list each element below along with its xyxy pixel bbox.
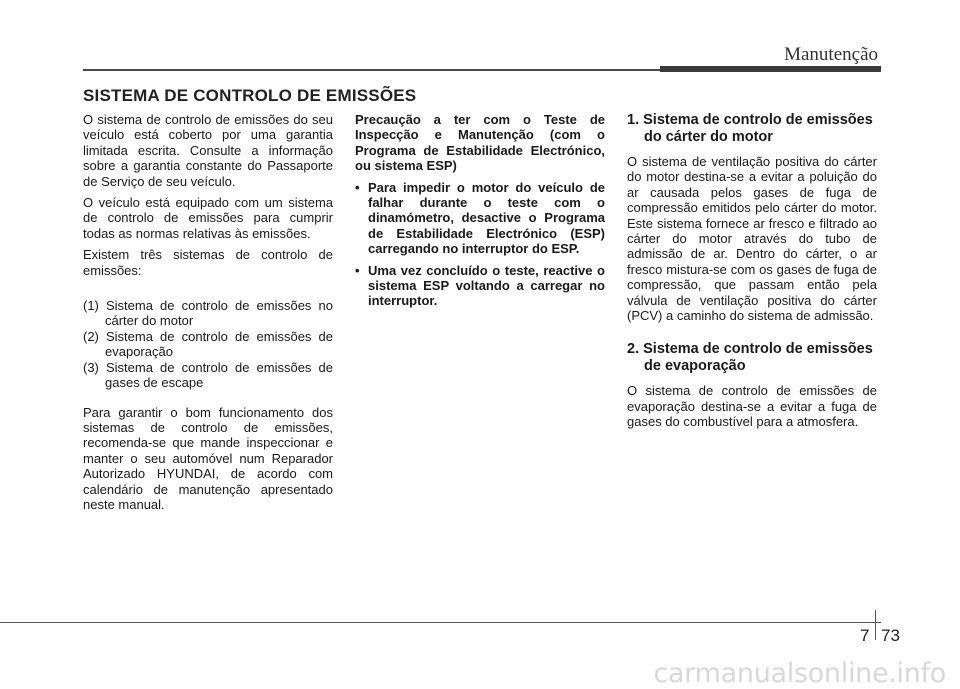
subsection-text-2: O sistema de controlo de emissões de evaporação destina-se a evitar a fuga de gases do combustível para a atmosfera. — [627, 383, 877, 430]
section-title: SISTEMA DE CONTROLO DE EMISSÕES — [83, 86, 417, 105]
bullet-symbol: • — [355, 262, 360, 278]
footer-rule — [0, 622, 881, 623]
paragraph-equipped: O veículo está equipado com um sistema de controlo de emissões para cumprir todas as normas relativas às emissões. — [83, 195, 333, 241]
bullet-item-2 — [355, 263, 605, 309]
paragraph-three-systems: Existem três sistemas de controlo de emissões: — [83, 247, 333, 278]
list-item-1: (1) Sistema de controlo de emissões no cárter do motor — [83, 298, 333, 329]
list-item-2: (2) Sistema de controlo de emissões de evaporação — [83, 328, 333, 360]
page-number-separator — [875, 610, 876, 640]
header-rule-accent — [660, 66, 881, 72]
column-1 — [83, 112, 333, 518]
caution-heading: Precaução a ter com o Teste de Inspecção e Manutenção (com o Programa de Estabilidade Electrónico, ou sistema ESP) — [355, 112, 605, 174]
chapter-header-title: Manutenção — [784, 44, 878, 65]
subsection-title-1: 1. Sistema de controlo de emissões do cárter do motor — [627, 112, 873, 145]
subsection-text-1: O sistema de ventilação positiva do cárter do motor destina-se a evitar a poluição do ar causada pelos gases de fuga de compressão emitidos pelo cárter do motor. Este sistema fornece ar fresco e filtrado ao cárter do motor através do tubo de admissão de ar. Dentro do cárter, o ar fresco mistura-se com os gases de fuga de compressão, que passam então pela válvula de ventilação positiva do cárter (PCV) a caminho do sistema de admissão. — [627, 154, 877, 324]
page-number: 73 — [881, 626, 900, 645]
subsection-title-2: 2. Sistema de controlo de emissões de evaporação — [627, 341, 873, 375]
paragraph-warranty: O sistema de controlo de emissões do seu veículo está coberto por uma garantia limitada escrita. Consulte a informação sobre a garantia constante do Passaporte de Serviço de seu veículo. — [83, 112, 333, 189]
chapter-number: 7 — [860, 626, 870, 645]
bullet-text: Para impedir o motor do veículo de falhar durante o teste com o dinamómetro, desactive o Programa de Estabilidade Electrónico (ESP) carregando no interruptor do ESP. — [368, 179, 605, 257]
list-item-3: (3) Sistema de controlo de emissões de gases de escape — [83, 359, 333, 391]
column-3 — [627, 112, 877, 436]
column-2 — [355, 112, 605, 315]
bullet-text: Uma vez concluído o teste, reactive o sistema ESP voltando a carregar no interruptor. — [368, 262, 605, 309]
watermark: carmanualsonline.info — [653, 658, 946, 689]
bullet-symbol: • — [355, 179, 360, 195]
bullet-item-1 — [355, 180, 605, 257]
paragraph-recommendation: Para garantir o bom funcionamento dos sistemas de controlo de emissões, recomenda-se que mande inspeccionar e manter o seu automóvel num Reparador Autorizado HYUNDAI, de acordo com calendário de manutenção apresentado neste manual. — [83, 404, 333, 512]
